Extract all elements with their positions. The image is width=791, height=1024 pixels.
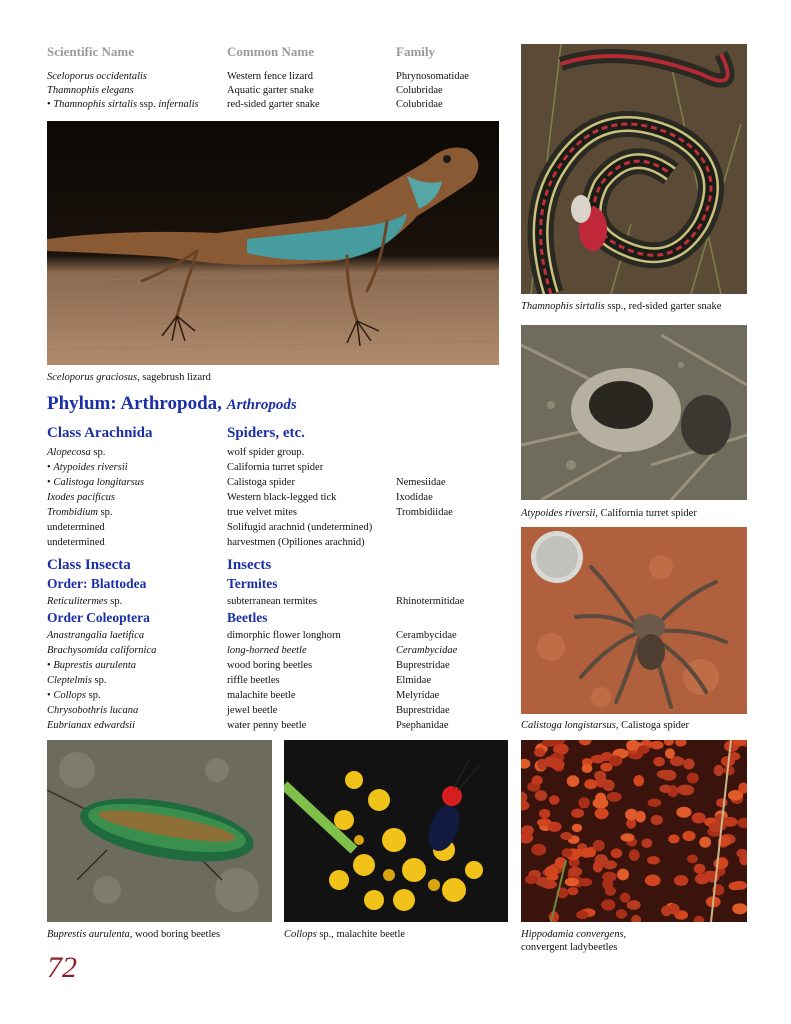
family-name: Melyridae bbox=[396, 690, 440, 701]
termite-list bbox=[47, 595, 517, 609]
scientific-name: Thamnophis sirtalis bbox=[53, 99, 138, 110]
caption-scientific: Hippodamia convergens, bbox=[521, 929, 627, 940]
common-name: California turret spider bbox=[227, 462, 324, 473]
scientific-name: Thamnophis elegans bbox=[47, 85, 134, 96]
family-name: Buprestridae bbox=[396, 705, 450, 716]
caption-calistoga-spider bbox=[521, 719, 689, 732]
common-name: long-horned beetle bbox=[227, 645, 307, 656]
scientific-name-group bbox=[47, 674, 107, 688]
common-name: Solifugid arachnid (undetermined) bbox=[227, 522, 373, 533]
family-name: Nemesiidae bbox=[396, 477, 446, 488]
table-row bbox=[47, 521, 517, 535]
table-row bbox=[47, 704, 517, 718]
phylum-heading bbox=[47, 393, 297, 415]
page-number: 72 bbox=[47, 951, 77, 984]
scientific-name-group bbox=[47, 98, 199, 112]
family-name: Cerambycidae bbox=[396, 630, 457, 641]
common-name: Calistoga spider bbox=[227, 477, 295, 488]
phylum-label: Phylum: Arthropoda, bbox=[47, 393, 227, 414]
scientific-name-group bbox=[47, 461, 128, 475]
table-row bbox=[47, 476, 517, 490]
common-name: dimorphic flower longhorn bbox=[227, 630, 341, 641]
caption-common: , California turret spider bbox=[595, 508, 697, 519]
scientific-name: Cleptelmis bbox=[47, 675, 92, 686]
common-name: Western black-legged tick bbox=[227, 492, 337, 503]
scientific-name: Collops bbox=[53, 690, 86, 701]
common-name: true velvet mites bbox=[227, 507, 297, 518]
scientific-name-group bbox=[47, 521, 105, 535]
table-row bbox=[47, 719, 517, 733]
family-name: Psephanidae bbox=[396, 720, 449, 731]
caption-scientific: Buprestis aurulenta bbox=[47, 929, 130, 940]
calistoga-spider-photo bbox=[521, 527, 747, 714]
table-row bbox=[47, 491, 517, 505]
caption-common: , sagebrush lizard bbox=[137, 372, 211, 383]
scientific-name-group bbox=[47, 704, 138, 718]
common-name: jewel beetle bbox=[227, 705, 278, 716]
caption-scientific: Calistoga longistarsus bbox=[521, 720, 616, 731]
subspecies-name: infernalis bbox=[158, 99, 199, 110]
scientific-name: Reticulitermes bbox=[47, 596, 108, 607]
name-suffix: sp. bbox=[107, 596, 123, 607]
scientific-name-group bbox=[47, 491, 115, 505]
class-arachnida-heading: Class Arachnida bbox=[47, 425, 153, 441]
scientific-name-group bbox=[47, 644, 156, 658]
family-name: Elmidae bbox=[396, 675, 431, 686]
caption-turret-spider bbox=[521, 507, 697, 520]
caption-garter-snake bbox=[521, 300, 721, 313]
collops-beetle-photo bbox=[284, 740, 508, 922]
name-suffix: undetermined bbox=[47, 522, 105, 533]
beetle-list bbox=[47, 629, 517, 729]
scientific-name-group bbox=[47, 659, 136, 673]
bullet: • bbox=[47, 462, 54, 473]
family-name: Cerambycidae bbox=[396, 645, 458, 656]
scientific-name: Trombidium bbox=[47, 507, 98, 518]
arachnid-list bbox=[47, 446, 517, 546]
order-coleoptera-heading: Order Coleoptera bbox=[47, 610, 150, 625]
table-row bbox=[47, 70, 517, 84]
insects-heading: Insects bbox=[227, 557, 272, 573]
family-name: Buprestridae bbox=[396, 660, 450, 671]
buprestis-beetle-photo bbox=[47, 740, 272, 922]
table-row bbox=[47, 689, 517, 703]
caption-hippodamia bbox=[521, 928, 626, 954]
table-row bbox=[47, 674, 517, 688]
beetles-heading: Beetles bbox=[227, 610, 268, 625]
table-row bbox=[47, 629, 517, 643]
scientific-name: Atypoides riversii bbox=[53, 462, 128, 473]
header-common-name: Common Name bbox=[227, 44, 315, 59]
scientific-name-group bbox=[47, 476, 144, 490]
table-row bbox=[47, 536, 517, 550]
family-name: Colubridae bbox=[396, 85, 443, 96]
table-row bbox=[47, 644, 517, 658]
scientific-name: Eubrianax edwardsii bbox=[47, 720, 135, 731]
common-name: Aquatic garter snake bbox=[227, 85, 314, 96]
caption-collops bbox=[284, 928, 405, 941]
name-suffix: sp. bbox=[86, 690, 101, 701]
turret-spider-photo bbox=[521, 325, 747, 500]
bullet: • bbox=[47, 660, 54, 671]
caption-common: sp., malachite beetle bbox=[316, 929, 406, 940]
table-row bbox=[47, 84, 517, 98]
scientific-name: Sceloporus occidentalis bbox=[47, 71, 148, 82]
order-blattodea-heading: Order: Blattodea bbox=[47, 576, 147, 591]
scientific-name: Brachysomida californica bbox=[47, 645, 157, 656]
scientific-name: Calistoga longitarsus bbox=[53, 477, 145, 488]
common-name: subterranean termites bbox=[227, 596, 318, 607]
table-row bbox=[47, 506, 517, 520]
common-name: red-sided garter snake bbox=[227, 99, 320, 110]
scientific-name: Ixodes pacificus bbox=[47, 492, 115, 503]
name-suffix: sp. bbox=[90, 447, 106, 458]
bullet: • bbox=[47, 99, 54, 110]
common-name: wood boring beetles bbox=[227, 660, 313, 671]
caption-scientific: Atypoides riversii bbox=[521, 508, 596, 519]
table-row bbox=[47, 98, 517, 112]
common-name: Western fence lizard bbox=[227, 71, 314, 82]
table-row bbox=[47, 461, 517, 475]
scientific-name-group bbox=[47, 719, 135, 733]
termites-heading: Termites bbox=[227, 576, 278, 591]
arachnida-common-heading: Spiders, etc. bbox=[227, 425, 305, 441]
caption-buprestis bbox=[47, 928, 220, 941]
table-row bbox=[47, 446, 517, 460]
caption-scientific: Sceloporus graciosus bbox=[47, 372, 138, 383]
scientific-name-group bbox=[47, 689, 101, 703]
subspecies-marker: ssp. bbox=[137, 99, 159, 110]
caption-sagebrush-lizard bbox=[47, 371, 211, 384]
family-name: Phrynosomatidae bbox=[396, 71, 469, 82]
name-suffix: sp. bbox=[91, 675, 107, 686]
scientific-name: Buprestis aurulenta bbox=[53, 660, 137, 671]
family-name: Trombidiidae bbox=[396, 507, 453, 518]
common-name: riffle beetles bbox=[227, 675, 280, 686]
common-name: malachite beetle bbox=[227, 690, 296, 701]
scientific-name-group bbox=[47, 595, 122, 609]
caption-common: convergent ladybeetles bbox=[521, 942, 618, 953]
family-name: Ixodidae bbox=[396, 492, 433, 503]
scientific-name: Alopecosa bbox=[47, 447, 91, 458]
name-suffix: sp. bbox=[97, 507, 113, 518]
scientific-name-group bbox=[47, 629, 144, 643]
garter-snake-photo bbox=[521, 44, 747, 294]
caption-scientific: Collops bbox=[284, 929, 317, 940]
table-row bbox=[47, 595, 517, 609]
caption-common: ssp., red-sided garter snake bbox=[604, 301, 722, 312]
phylum-common: Arthropods bbox=[226, 397, 297, 413]
caption-common: , Calistoga spider bbox=[615, 720, 690, 731]
family-name: Colubridae bbox=[396, 99, 443, 110]
caption-scientific: Thamnophis sirtalis bbox=[521, 301, 605, 312]
scientific-name-group bbox=[47, 536, 105, 550]
name-suffix: undetermined bbox=[47, 537, 105, 548]
common-name: wolf spider group. bbox=[227, 447, 305, 458]
header-scientific-name: Scientific Name bbox=[47, 44, 135, 59]
table-row bbox=[47, 659, 517, 673]
reptile-list bbox=[47, 70, 517, 116]
scientific-name-group bbox=[47, 446, 105, 460]
bullet: • bbox=[47, 477, 54, 488]
ladybeetles-photo bbox=[521, 740, 747, 922]
header-family: Family bbox=[396, 44, 435, 59]
scientific-name-group bbox=[47, 506, 113, 520]
sagebrush-lizard-photo bbox=[47, 121, 499, 365]
scientific-name: Chrysobothris lucana bbox=[47, 705, 139, 716]
bullet: • bbox=[47, 690, 54, 701]
common-name: water penny beetle bbox=[227, 720, 307, 731]
caption-common: , wood boring beetles bbox=[129, 929, 221, 940]
family-name: Rhinotermitidae bbox=[396, 596, 465, 607]
scientific-name: Anastrangalia laetifica bbox=[47, 630, 145, 641]
common-name: harvestmen (Opiliones arachnid) bbox=[227, 537, 365, 548]
class-insecta-heading: Class Insecta bbox=[47, 557, 131, 573]
